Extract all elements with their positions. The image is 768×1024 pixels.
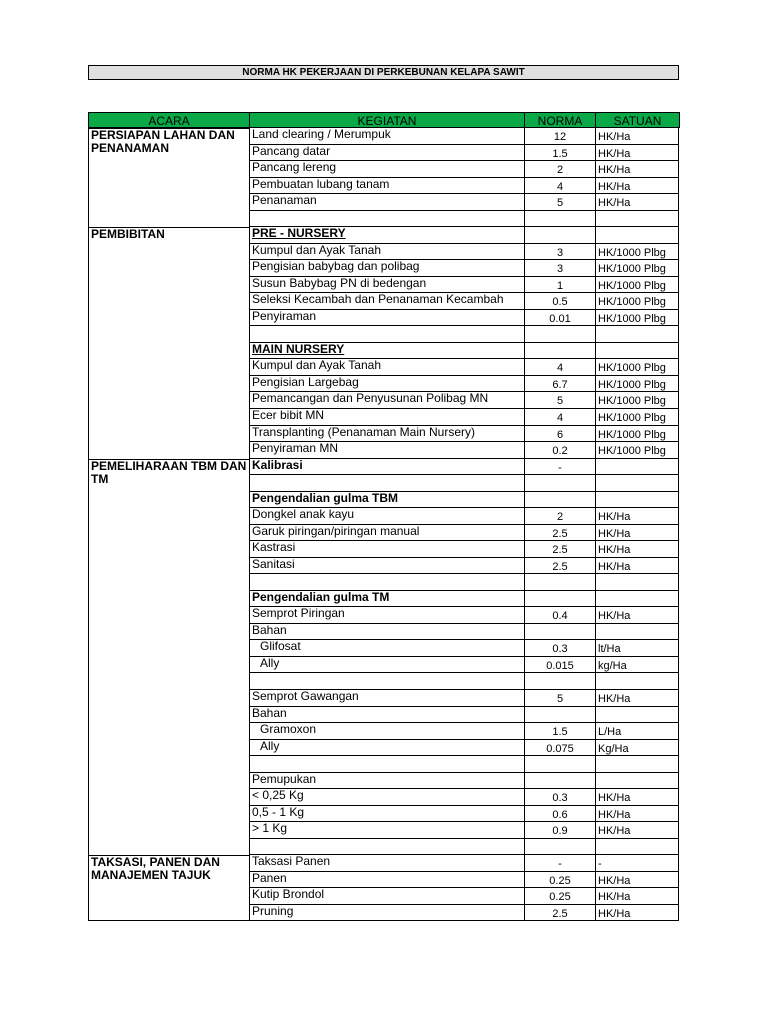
satuan-cell: HK/Ha	[595, 872, 679, 889]
kegiatan-cell: Pengendalian gulma TM	[249, 591, 524, 608]
norma-cell: 1.5	[524, 723, 595, 740]
norma-cell: 0.3	[524, 640, 595, 657]
kegiatan-cell: Sanitasi	[249, 558, 524, 575]
kegiatan-cell	[249, 574, 524, 591]
kegiatan-cell: Glifosat	[249, 640, 524, 657]
satuan-cell	[595, 591, 679, 608]
norma-cell: 4	[524, 178, 595, 195]
norma-cell	[524, 707, 595, 724]
norma-cell: 1	[524, 277, 595, 294]
header-norma: NORMA	[524, 112, 596, 128]
acara-cell: PERSIAPAN LAHAN DAN PENANAMAN	[88, 128, 249, 227]
satuan-cell	[595, 673, 679, 690]
kegiatan-cell	[249, 475, 524, 492]
satuan-cell: HK/1000 Plbg	[595, 277, 679, 294]
kegiatan-cell: Bahan	[249, 624, 524, 641]
satuan-cell: HK/Ha	[595, 145, 679, 162]
satuan-cell: HK/1000 Plbg	[595, 359, 679, 376]
kegiatan-cell: Pruning	[249, 905, 524, 922]
satuan-cell: HK/Ha	[595, 558, 679, 575]
satuan-cell	[595, 773, 679, 790]
kegiatan-cell: Kumpul dan Ayak Tanah	[249, 359, 524, 376]
satuan-cell: HK/Ha	[595, 888, 679, 905]
norma-cell	[524, 839, 595, 856]
satuan-cell	[595, 343, 679, 360]
acara-cell: PEMELIHARAAN TBM DAN TM	[88, 459, 249, 856]
norma-cell: 6.7	[524, 376, 595, 393]
kegiatan-cell: Kastrasi	[249, 541, 524, 558]
satuan-cell	[595, 574, 679, 591]
norma-cell: 0.2	[524, 442, 595, 459]
kegiatan-cell: Ally	[249, 657, 524, 674]
satuan-cell	[595, 459, 679, 476]
norma-cell: 3	[524, 260, 595, 277]
kegiatan-cell	[249, 673, 524, 690]
kegiatan-cell	[249, 839, 524, 856]
kegiatan-cell: 0,5 - 1 Kg	[249, 806, 524, 823]
satuan-cell	[595, 492, 679, 509]
satuan-cell: lt/Ha	[595, 640, 679, 657]
kegiatan-cell: Penyiraman	[249, 310, 524, 327]
kegiatan-cell: MAIN NURSERY	[249, 343, 524, 360]
satuan-cell: L/Ha	[595, 723, 679, 740]
satuan-cell: HK/Ha	[595, 161, 679, 178]
kegiatan-cell: Pembuatan lubang tanam	[249, 178, 524, 195]
norma-cell: -	[524, 459, 595, 476]
kegiatan-cell: Seleksi Kecambah dan Penanaman Kecambah	[249, 293, 524, 310]
kegiatan-cell: Penanaman	[249, 194, 524, 211]
norma-cell	[524, 326, 595, 343]
satuan-cell: HK/Ha	[595, 541, 679, 558]
kegiatan-cell: Kumpul dan Ayak Tanah	[249, 244, 524, 261]
kegiatan-cell: Taksasi Panen	[249, 855, 524, 872]
satuan-cell: HK/1000 Plbg	[595, 409, 679, 426]
kegiatan-cell: Pengisian babybag dan polibag	[249, 260, 524, 277]
norma-cell: 2	[524, 508, 595, 525]
kegiatan-cell: Pemancangan dan Penyusunan Polibag MN	[249, 392, 524, 409]
satuan-cell: HK/1000 Plbg	[595, 376, 679, 393]
kegiatan-cell: Semprot Piringan	[249, 607, 524, 624]
norma-cell: 12	[524, 128, 595, 145]
norma-cell: 5	[524, 690, 595, 707]
satuan-cell	[595, 624, 679, 641]
kegiatan-cell: Semprot Gawangan	[249, 690, 524, 707]
kegiatan-cell: Ecer bibit MN	[249, 409, 524, 426]
header-kegiatan: KEGIATAN	[249, 112, 525, 128]
satuan-cell: HK/Ha	[595, 806, 679, 823]
kegiatan-cell: Gramoxon	[249, 723, 524, 740]
kegiatan-cell: Kutip Brondol	[249, 888, 524, 905]
satuan-cell: -	[595, 855, 679, 872]
norma-cell: 0.3	[524, 789, 595, 806]
satuan-cell: HK/Ha	[595, 178, 679, 195]
satuan-cell: HK/Ha	[595, 607, 679, 624]
satuan-cell: HK/Ha	[595, 525, 679, 542]
norma-cell: 2.5	[524, 558, 595, 575]
norma-cell: 0.9	[524, 822, 595, 839]
satuan-cell: HK/Ha	[595, 508, 679, 525]
satuan-cell: Kg/Ha	[595, 740, 679, 757]
norma-cell: 1.5	[524, 145, 595, 162]
satuan-cell	[595, 326, 679, 343]
satuan-cell: HK/Ha	[595, 905, 679, 922]
satuan-cell: HK/1000 Plbg	[595, 293, 679, 310]
kegiatan-cell: Dongkel anak kayu	[249, 508, 524, 525]
norma-cell: 0.015	[524, 657, 595, 674]
norma-cell: 5	[524, 392, 595, 409]
norma-cell	[524, 756, 595, 773]
norma-cell: 2.5	[524, 525, 595, 542]
norma-cell: 0.25	[524, 888, 595, 905]
satuan-cell: HK/1000 Plbg	[595, 392, 679, 409]
norma-cell	[524, 492, 595, 509]
kegiatan-cell: Pengisian Largebag	[249, 376, 524, 393]
norma-cell: 4	[524, 359, 595, 376]
kegiatan-cell: < 0,25 Kg	[249, 789, 524, 806]
satuan-cell: HK/Ha	[595, 128, 679, 145]
norma-cell: 0.4	[524, 607, 595, 624]
kegiatan-cell: Pemupukan	[249, 773, 524, 790]
kegiatan-cell: Garuk piringan/piringan manual	[249, 525, 524, 542]
acara-cell: TAKSASI, PANEN DAN MANAJEMEN TAJUK	[88, 855, 249, 921]
norma-cell	[524, 574, 595, 591]
kegiatan-cell	[249, 211, 524, 228]
kegiatan-cell	[249, 326, 524, 343]
norma-cell: 2.5	[524, 541, 595, 558]
kegiatan-cell: Transplanting (Penanaman Main Nursery)	[249, 426, 524, 443]
norma-cell: 5	[524, 194, 595, 211]
norma-cell: 4	[524, 409, 595, 426]
norma-cell: 3	[524, 244, 595, 261]
satuan-cell: HK/Ha	[595, 822, 679, 839]
satuan-cell: HK/1000 Plbg	[595, 310, 679, 327]
norma-cell	[524, 343, 595, 360]
kegiatan-cell: PRE - NURSERY	[249, 227, 524, 244]
satuan-cell	[595, 211, 679, 228]
satuan-cell: HK/1000 Plbg	[595, 244, 679, 261]
kegiatan-cell: Ally	[249, 740, 524, 757]
kegiatan-cell: Pengendalian gulma TBM	[249, 492, 524, 509]
satuan-cell: HK/Ha	[595, 194, 679, 211]
kegiatan-cell: Pancang lereng	[249, 161, 524, 178]
document-title: NORMA HK PEKERJAAN DI PERKEBUNAN KELAPA SAWIT	[88, 65, 679, 80]
satuan-cell: HK/1000 Plbg	[595, 442, 679, 459]
norma-cell: 0.5	[524, 293, 595, 310]
satuan-cell: HK/1000 Plbg	[595, 260, 679, 277]
kegiatan-cell: Susun Babybag PN di bedengan	[249, 277, 524, 294]
satuan-cell	[595, 475, 679, 492]
norma-cell: 6	[524, 426, 595, 443]
acara-cell: PEMBIBITAN	[88, 227, 249, 458]
header-satuan: SATUAN	[595, 112, 680, 128]
kegiatan-cell: Panen	[249, 872, 524, 889]
norma-cell	[524, 624, 595, 641]
satuan-cell: HK/Ha	[595, 690, 679, 707]
satuan-cell	[595, 227, 679, 244]
norma-cell	[524, 227, 595, 244]
satuan-cell	[595, 756, 679, 773]
kegiatan-cell	[249, 756, 524, 773]
norma-cell: 2	[524, 161, 595, 178]
norma-cell	[524, 475, 595, 492]
norma-cell: 2.5	[524, 905, 595, 922]
norma-cell	[524, 773, 595, 790]
satuan-cell: HK/1000 Plbg	[595, 426, 679, 443]
kegiatan-cell: Land clearing / Merumpuk	[249, 128, 524, 145]
norma-cell	[524, 211, 595, 228]
norma-cell	[524, 591, 595, 608]
kegiatan-cell: Penyiraman MN	[249, 442, 524, 459]
kegiatan-cell: Kalibrasi	[249, 459, 524, 476]
norma-cell: -	[524, 855, 595, 872]
norma-cell	[524, 673, 595, 690]
norma-cell: 0.01	[524, 310, 595, 327]
kegiatan-cell: Bahan	[249, 707, 524, 724]
satuan-cell: HK/Ha	[595, 789, 679, 806]
norma-cell: 0.6	[524, 806, 595, 823]
satuan-cell	[595, 839, 679, 856]
kegiatan-cell: Pancang datar	[249, 145, 524, 162]
satuan-cell	[595, 707, 679, 724]
norma-cell: 0.075	[524, 740, 595, 757]
norma-cell: 0.25	[524, 872, 595, 889]
kegiatan-cell: > 1 Kg	[249, 822, 524, 839]
satuan-cell: kg/Ha	[595, 657, 679, 674]
header-acara: ACARA	[88, 112, 250, 128]
